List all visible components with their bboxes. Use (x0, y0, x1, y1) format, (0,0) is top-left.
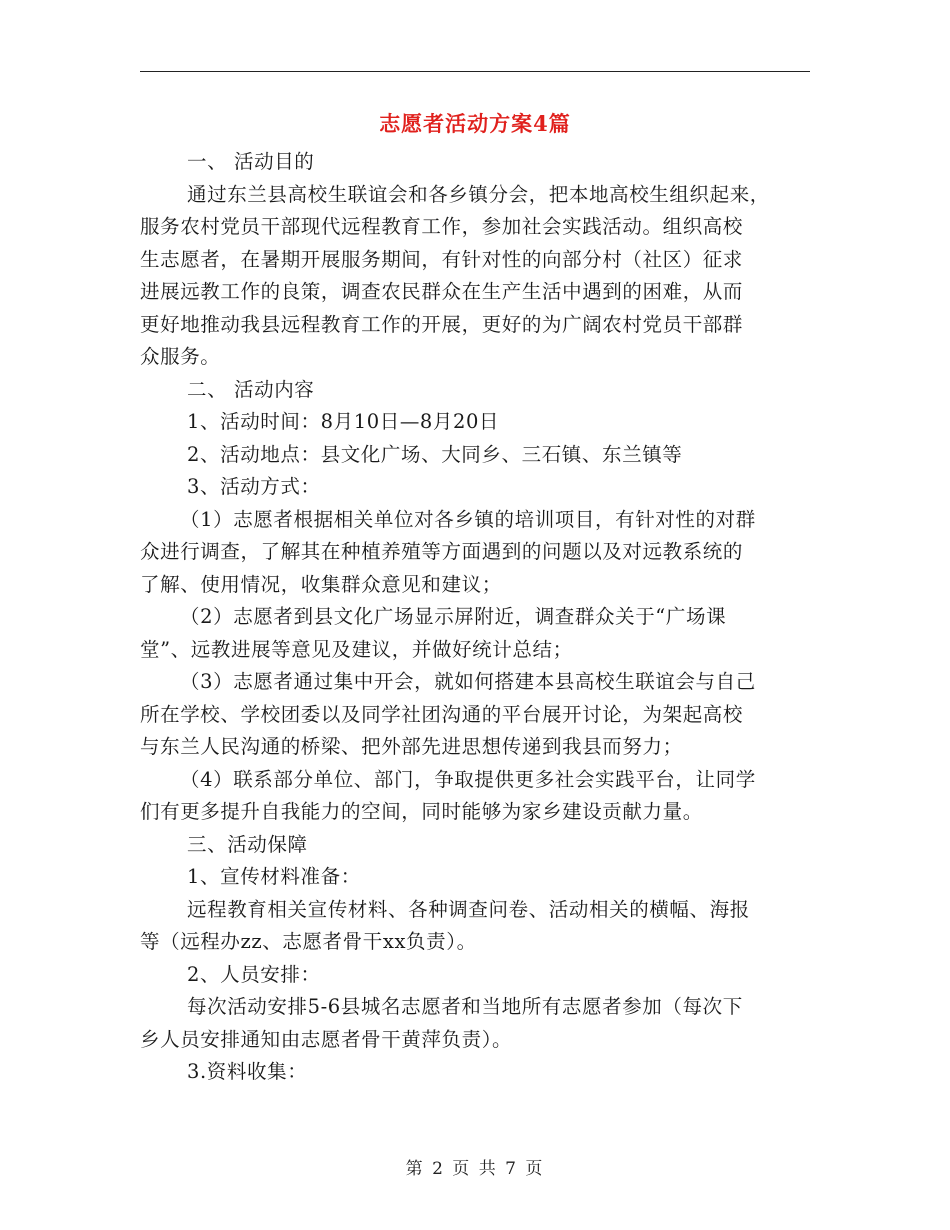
text-line: 一、 活动目的 (187, 150, 315, 173)
text-line: （3）志愿者通过集中开会，就如何搭建本县高校生联谊会与自己 (180, 670, 756, 693)
text-line: 进展远教工作的良策，调查农民群众在生产生活中遇到的困难，从而 (140, 280, 744, 303)
text-line: 了解、使用情况，收集群众意见和建议； (140, 572, 502, 596)
text-line: 二、 活动内容 (187, 377, 315, 401)
text-line: 远程教育相关宣传材料、各种调查问卷、活动相关的横幅、海报 (187, 897, 750, 921)
text-line: 通过东兰县高校生联谊会和各乡镇分会，把本地高校生组织起来， (187, 182, 770, 206)
text-line: 等（远程办zz、志愿者骨干xx负责）。 (140, 930, 477, 953)
header-rule (140, 71, 810, 72)
page-footer: 第 2 页 共 7 页 (405, 1159, 545, 1179)
text-line: 3.资料收集： (187, 1060, 308, 1083)
text-line: 生志愿者，在暑期开展服务期间，有针对性的向部分村（社区）征求 (140, 247, 744, 271)
document-title: 志愿者活动方案4篇 (379, 111, 571, 136)
text-line: 众进行调查，了解其在种植养殖等方面遇到的问题以及对远教系统的 (140, 540, 744, 563)
text-line: 2、人员安排： (187, 962, 321, 986)
text-line: 三、活动保障 (187, 832, 308, 856)
text-line: （4）联系部分单位、部门，争取提供更多社会实践平台，让同学 (180, 767, 756, 791)
text-line: 们有更多提升自我能力的空间，同时能够为家乡建设贡献力量。 (140, 800, 703, 823)
text-line: 所在学校、学校团委以及同学社团沟通的平台展开讨论，为架起高校 (140, 702, 744, 726)
document-body (140, 146, 810, 1089)
text-line: 1、宣传材料准备： (187, 865, 361, 888)
text-line: 服务农村党员干部现代远程教育工作，参加社会实践活动。组织高校 (140, 215, 744, 238)
text-line: （1）志愿者根据相关单位对各乡镇的培训项目，有针对性的对群 (180, 507, 756, 531)
text-line: 更好地推动我县远程教育工作的开展，更好的为广阔农村党员干部群 (140, 312, 744, 336)
text-line: 1、活动时间：8月10日—8月20日 (187, 410, 500, 433)
text-line: 每次活动安排5-6县城名志愿者和当地所有志愿者参加（每次下 (187, 995, 743, 1018)
text-line: 2、活动地点：县文化广场、大同乡、三石镇、东兰镇等 (187, 442, 683, 466)
text-line: （2）志愿者到县文化广场显示屏附近，调查群众关于“广场课 (180, 605, 727, 628)
text-line: 众服务。 (140, 345, 221, 368)
text-line: 乡人员安排通知由志愿者骨干黄萍负责）。 (140, 1027, 513, 1051)
text-line: 3、活动方式： (187, 475, 321, 498)
text-line: 堂”、远教进展等意见及建议，并做好统计总结； (140, 637, 573, 661)
text-line: 与东兰人民沟通的桥梁、把外部先进思想传递到我县而努力； (140, 735, 683, 758)
